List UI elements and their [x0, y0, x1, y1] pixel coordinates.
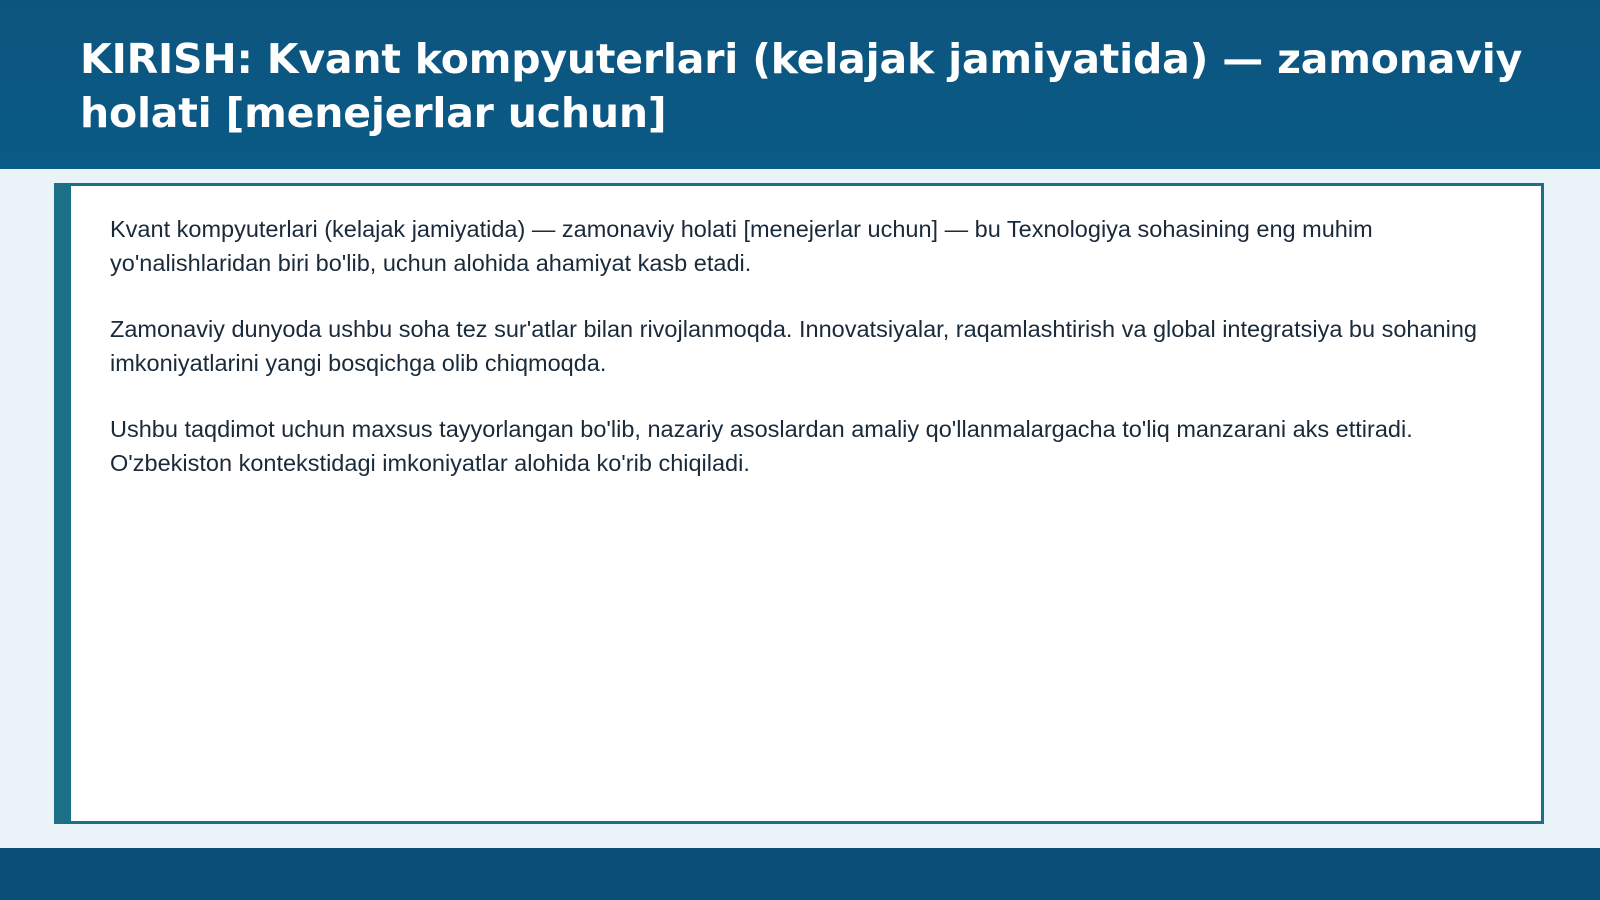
slide-footer [0, 848, 1600, 900]
content-panel [54, 183, 1544, 824]
paragraph-list [110, 213, 1510, 513]
paragraph-presentation-scope: Ushbu taqdimot uchun maxsus tayyorlangan bo'lib, nazariy asoslardan amaliy qo'llanmalargacha to'liq manzarani aks ettiradi. O'zbekiston kontekstidagi imkoniyatlar alohida ko'rib chiqiladi. [110, 416, 1413, 476]
slide-title: KIRISH: Kvant kompyuterlari (kelajak jamiyatida) — zamonaviy holati [menejerlar uchun] [80, 35, 1523, 137]
paragraph-development: Zamonaviy dunyoda ushbu soha tez sur'atlar bilan rivojlanmoqda. Innovatsiyalar, raqamlashtirish va global integratsiya bu sohaning imkoniyatlarini yangi bosqichga olib chiqmoqda. [110, 316, 1477, 376]
slide-header [0, 0, 1600, 169]
paragraph-intro: Kvant kompyuterlari (kelajak jamiyatida) — zamonaviy holati [menejerlar uchun] — bu Texnologiya sohasining eng muhim yo'nalishlaridan biri bo'lib, uchun alohida ahamiyat kasb etadi. [110, 216, 1373, 276]
